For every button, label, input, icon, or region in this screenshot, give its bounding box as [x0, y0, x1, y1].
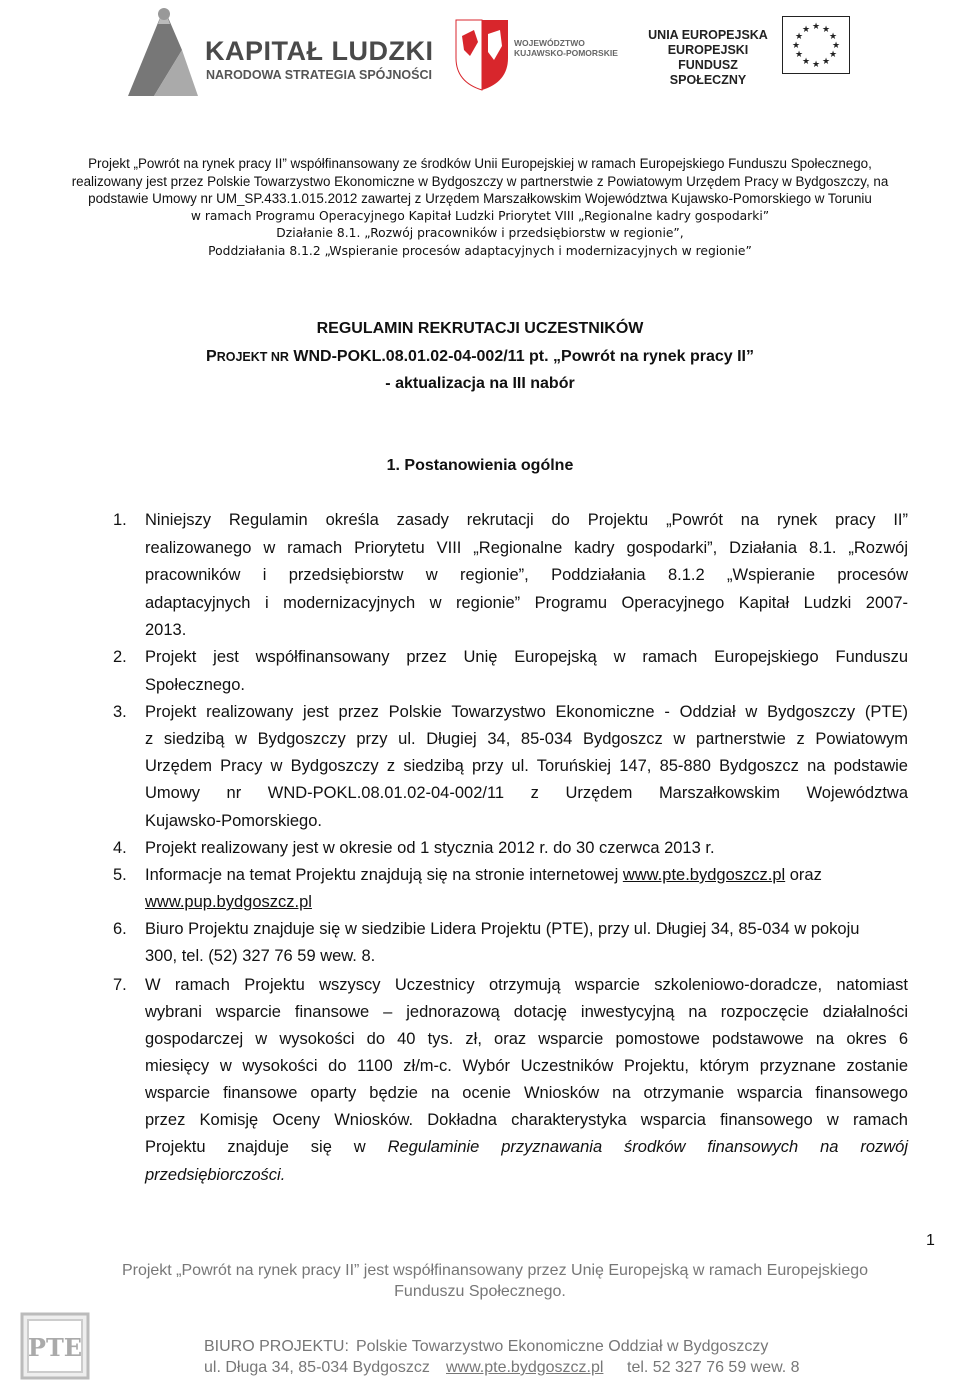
- svg-text:★: ★: [828, 32, 838, 42]
- svg-text:★: ★: [791, 41, 801, 51]
- item-3-line-4: Umowy nr WND-POKL.08.01.02-04-002/11 z Urzędem Marszałkowskim Województwa: [145, 784, 908, 802]
- pte-logo: [20, 1312, 90, 1380]
- header-line-6: Poddziałania 8.1.2 „Wspieranie procesów adaptacyjnych i modernizacyjnych w regionie”: [208, 244, 752, 258]
- project-title-p: P: [206, 348, 217, 365]
- item-7-line-4: miesięcy w wysokości do 1100 zł/m-c. Wybór Uczestników Projektu, którym przyznane zostanie: [145, 1057, 908, 1075]
- item-3-number: 3.: [113, 703, 127, 721]
- footer-website-link[interactable]: www.pte.bydgoszcz.pl: [446, 1359, 604, 1376]
- item-3-line-2: z siedzibą w Bydgoszczy przy ul. Długiej 34, 85-034 Bydgoszcz w partnerstwie z Powiatowym: [145, 730, 908, 748]
- item-4-number: 4.: [113, 839, 127, 857]
- item-5-oraz: oraz: [785, 866, 822, 884]
- project-title-rest: WND-POKL.08.01.02-04-002/11 pt. „Powrót na rynek pracy II”: [288, 348, 754, 365]
- item-1-line-4: adaptacyjnych i modernizacyjnych w regionie” Programu Operacyjnego Kapitał Ludzki 2007-: [145, 594, 908, 612]
- pte-emblem-icon: [20, 1312, 90, 1380]
- ue-label-line1: UNIA EUROPEJSKA: [648, 28, 768, 42]
- ue-label-line3: FUNDUSZ SPOŁECZNY: [669, 58, 747, 87]
- item-2-number: 2.: [113, 648, 127, 666]
- header-line-4: w ramach Programu Operacyjnego Kapitał Ludzki Priorytet VIII „Regionalne kadry gospodarki”: [190, 209, 770, 223]
- item-6-line-1: Biuro Projektu znajduje się w siedzibie Lidera Projektu (PTE), przy ul. Długiej 34, 85-034 w pokoju: [145, 920, 860, 938]
- ue-efs-label: [648, 28, 768, 88]
- footer-biuro-label: BIURO PROJEKTU:: [204, 1338, 349, 1355]
- item-2-line-2: Społecznego.: [145, 676, 245, 694]
- footer-line-1: Projekt „Powrót na rynek pracy II” jest współfinansowany przez Unię Europejską w ramach Europejskiego: [121, 1262, 869, 1279]
- svg-text:★: ★: [801, 57, 811, 67]
- svg-text:★: ★: [828, 50, 838, 60]
- svg-text:★: ★: [794, 50, 804, 60]
- footer-line-2: Funduszu Społecznego.: [394, 1283, 566, 1300]
- project-title-smallcaps: ROJEKT NR: [216, 350, 289, 364]
- wojewodztwo-label: [514, 38, 618, 58]
- kapital-ludzki-emblem-icon: [124, 2, 204, 98]
- item-7-line-1: W ramach Projektu wszyscy Uczestnicy otrzymują wsparcie szkoleniowo-doradcze, natomiast: [145, 976, 908, 994]
- svg-text:★: ★: [821, 57, 831, 67]
- eu-stars-icon: [782, 16, 850, 74]
- pup-website-link[interactable]: www.pup.bydgoszcz.pl: [145, 893, 312, 911]
- wojewodztwo-label-line2: KUJAWSKO-POMORSKIE: [514, 48, 618, 58]
- item-4-line-1: Projekt realizowany jest w okresie od 1 stycznia 2012 r. do 30 czerwca 2013 r.: [145, 839, 715, 857]
- item-1-line-2: realizowanego w ramach Priorytetu VIII „Regionalne kadry gospodarki”, Działania 8.1. „Rozwój: [145, 539, 908, 557]
- page-number: 1: [926, 1232, 935, 1249]
- document-title: REGULAMIN REKRUTACJI UCZESTNIKÓW: [316, 320, 644, 337]
- footer-phone: tel. 52 327 76 59 wew. 8: [627, 1359, 800, 1376]
- kapital-ludzki-subtitle: NARODOWA STRATEGIA SPÓJNOŚCI: [206, 68, 432, 82]
- item-7-line-3: gospodarczej w wysokości do 40 tys. zł, oraz wsparcie pomostowe podstawowe na okres 6: [145, 1030, 908, 1048]
- footer-biuro-org: Polskie Towarzystwo Ekonomiczne Oddział w Bydgoszczy: [356, 1338, 769, 1355]
- item-3-line-1: Projekt realizowany jest przez Polskie Towarzystwo Ekonomiczne - Oddział w Bydgoszczy (PTE): [145, 703, 908, 721]
- item-7-number: 7.: [113, 976, 127, 994]
- item-6-line-2: 300, tel. (52) 327 76 59 wew. 8.: [145, 947, 376, 965]
- item-5-text: Informacje na temat Projektu znajdują się na stronie internetowej: [145, 866, 623, 884]
- svg-text:★: ★: [811, 60, 821, 70]
- item-7-line-6: przez Komisję Oceny Wniosków. Dokładna charakterystyka wsparcia finansowego w ramach: [145, 1111, 908, 1129]
- item-5-number: 5.: [113, 866, 127, 884]
- header-line-5: Działanie 8.1. „Rozwój pracowników i przedsiębiorstw w regionie”,: [276, 226, 684, 240]
- crest-icon: [452, 16, 512, 92]
- pte-logo-text: PTE: [27, 1333, 83, 1362]
- item-2-line-1: Projekt jest współfinansowany przez Unię Europejską w ramach Europejskiego Funduszu: [145, 648, 908, 666]
- header-line-2: realizowany jest przez Polskie Towarzystwo Ekonomiczne w Bydgoszczy w partnerstwie z Powiatowym Urzędem Pracy w Bydgoszczy, na: [71, 174, 889, 189]
- ue-label-line2: EUROPEJSKI: [667, 43, 749, 57]
- item-5-line-2: [145, 893, 908, 912]
- item-1-line-3: pracowników i przedsiębiorstw w regionie”, Poddziałania 8.1.2 „Wspieranie procesów: [145, 566, 908, 584]
- item-3-line-3: Urzędem Pracy w Bydgoszczy z siedzibą przy ul. Toruńskiej 147, 85-880 Bydgoszcz na podstawie: [145, 757, 908, 775]
- svg-text:★: ★: [801, 25, 811, 35]
- item-7-regulation-title: Regulaminie przyznawania środków finansowych na rozwój: [387, 1138, 909, 1156]
- pte-website-link[interactable]: www.pte.bydgoszcz.pl: [622, 866, 786, 884]
- eu-flag-logo: [782, 16, 850, 74]
- wojewodztwo-label-line1: WOJEWÓDZTWO: [514, 38, 585, 48]
- section-heading: 1. Postanowienia ogólne: [386, 457, 574, 474]
- item-6-number: 6.: [113, 920, 127, 938]
- item-7-line-5: wsparcie finansowe oparty będzie na ocenie Wniosków na otrzymanie wsparcia finansowego: [145, 1084, 908, 1102]
- header-line-1: Projekt „Powrót na rynek pracy II” współfinansowany ze środków Unii Europejskiej w ramach Europejskiego Funduszu Społecznego,: [88, 156, 872, 171]
- svg-text:★: ★: [821, 25, 831, 35]
- item-7-line-2: wybrani wsparcie finansowe – jednorazową dotację inwestycyjną na rozpoczęcie działalności: [145, 1003, 908, 1021]
- item-5-line-1: [145, 866, 908, 885]
- project-title: [0, 348, 960, 366]
- item-1-number: 1.: [113, 511, 127, 529]
- update-note: - aktualizacja na III nabór: [385, 375, 575, 392]
- kapital-ludzki-title: KAPITAŁ LUDZKI: [205, 36, 434, 66]
- svg-text:★: ★: [831, 41, 841, 51]
- item-7-line-8: przedsiębiorczości.: [145, 1166, 286, 1184]
- svg-text:★: ★: [794, 32, 804, 42]
- item-1-line-1: Niniejszy Regulamin określa zasady rekrutacji do Projektu „Powrót na rynek pracy II”: [145, 511, 908, 529]
- item-7-line-7: [145, 1138, 908, 1157]
- item-7-line-7-text: Projektu znajduje się w: [145, 1138, 388, 1156]
- svg-text:★: ★: [811, 22, 821, 32]
- item-1-line-5: 2013.: [145, 621, 187, 639]
- footer-address: ul. Długa 34, 85-034 Bydgoszcz: [204, 1359, 430, 1376]
- header-line-3: podstawie Umowy nr UM_SP.433.1.015.2012 zawartej z Urzędem Marszałkowskim Województwa Kujawsko-Pomorskiego w Toruniu: [88, 191, 872, 206]
- item-3-line-5: Kujawsko-Pomorskiego.: [145, 812, 322, 830]
